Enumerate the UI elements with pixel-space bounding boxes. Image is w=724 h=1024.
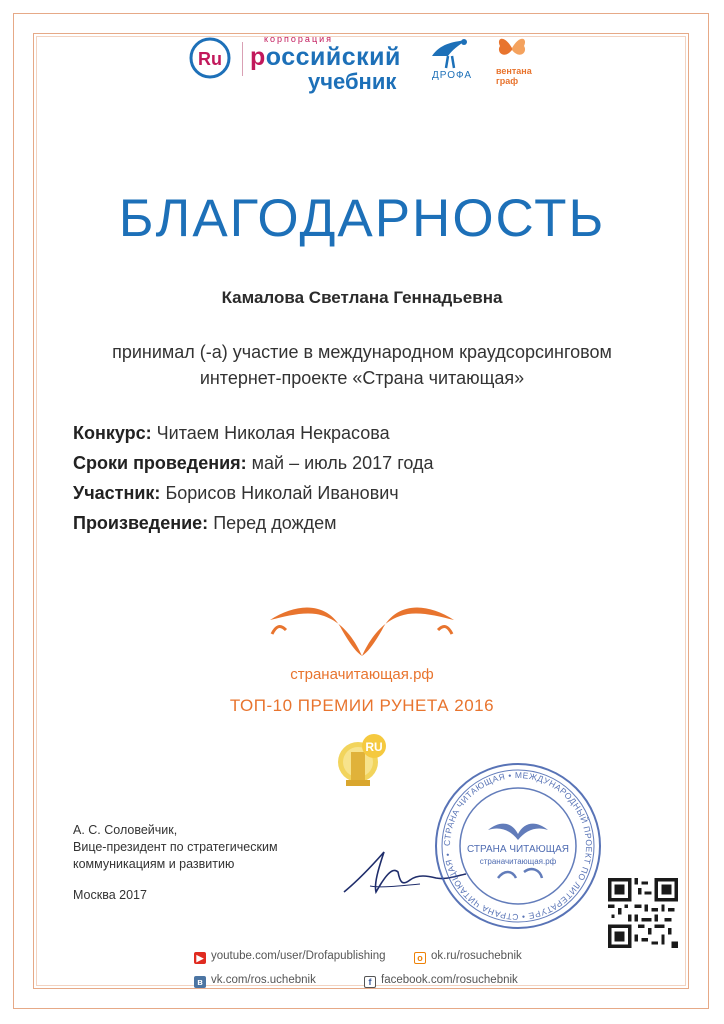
youtube-link[interactable]: [194, 950, 386, 964]
detail-label: Сроки проведения:: [73, 453, 247, 473]
participation-line-1: принимал (-а) участие в международном краудсорсинговом: [112, 342, 612, 362]
detail-value: Борисов Николай Иванович: [165, 483, 399, 503]
ventana-butterfly-icon: [496, 32, 528, 64]
vk-icon: в: [194, 976, 206, 988]
ok-link-text: ok.ru/rosuchebnik: [431, 950, 522, 962]
ventana-label-line2: граф: [496, 76, 519, 86]
svg-text:Ru: Ru: [198, 49, 222, 69]
ru-monogram-icon: [188, 36, 232, 80]
runet-badge-text: RU: [365, 740, 383, 754]
ok-icon: о: [414, 952, 426, 964]
detail-value: май – июль 2017 года: [251, 453, 434, 473]
brand-rest: оссийский: [265, 43, 401, 71]
vk-link-text: vk.com/ros.uchebnik: [211, 974, 316, 986]
participation-text: [60, 339, 664, 391]
detail-work: [73, 508, 633, 538]
place-date: Москва 2017: [73, 888, 147, 902]
vk-link[interactable]: [194, 974, 316, 988]
facebook-icon: f: [364, 976, 376, 988]
detail-label: Участник:: [73, 483, 161, 503]
ventana-label-line1: вентана: [496, 66, 532, 76]
stamp-ring-path: СТРАНА ЧИТАЮЩАЯ • МЕЖДУНАРОДНЫЙ ПРОЕКТ ПО ЛИТЕРАТУРЕ • СТРАНА ЧИТАЮЩАЯ •: [441, 769, 595, 923]
brand-name-line1: [250, 43, 401, 72]
signer-name: А. С. Соловейчик,: [73, 823, 178, 837]
detail-value: Читаем Николая Некрасова: [156, 423, 390, 443]
stamp-icon: [432, 760, 604, 932]
signer-position-line-2: коммуникациям и развитию: [73, 857, 235, 871]
header-logos: [184, 30, 544, 92]
details-list: [73, 418, 633, 538]
drofa-label: ДРОФА: [432, 70, 473, 81]
signer-position-line-1: Вице-президент по стратегическим: [73, 840, 278, 854]
youtube-icon: ▶: [194, 952, 206, 964]
award-text: ТОП-10 ПРЕМИИ РУНЕТА 2016: [229, 696, 495, 715]
detail-value: Перед дождем: [213, 513, 337, 533]
signer-block: [73, 822, 278, 873]
stamp-center-site: страначитающая.рф: [479, 857, 557, 866]
detail-dates: [73, 448, 633, 478]
facebook-link[interactable]: [364, 974, 518, 988]
detail-label: Произведение:: [73, 513, 209, 533]
project-site-link[interactable]: страначитающая.рф: [290, 666, 434, 683]
brand-cap-letter: р: [250, 43, 266, 71]
qr-code-icon[interactable]: [608, 878, 678, 948]
drofa-bird-icon: [426, 34, 476, 70]
detail-participant: [73, 478, 633, 508]
brand-name-line2: учебник: [308, 69, 397, 94]
participation-line-2: интернет-проекте «Страна читающая»: [199, 368, 525, 388]
detail-contest: [73, 418, 633, 448]
youtube-link-text: youtube.com/user/Drofapublishing: [211, 950, 386, 962]
ok-link[interactable]: [414, 950, 522, 964]
runet-award-icon: [334, 730, 394, 790]
stamp-center-title: СТРАНА ЧИТАЮЩАЯ: [466, 844, 570, 855]
ventana-label: [496, 66, 532, 86]
corp-label: корпорация: [264, 34, 333, 44]
facebook-link-text: facebook.com/rosuchebnik: [381, 974, 518, 986]
book-ornament-icon: [268, 600, 456, 660]
recipient-name: Камалова Светлана Геннадьевна: [221, 288, 503, 307]
detail-label: Конкурс:: [73, 423, 152, 443]
certificate-title: БЛАГОДАРНОСТЬ: [118, 189, 606, 248]
header-divider: [242, 42, 243, 76]
